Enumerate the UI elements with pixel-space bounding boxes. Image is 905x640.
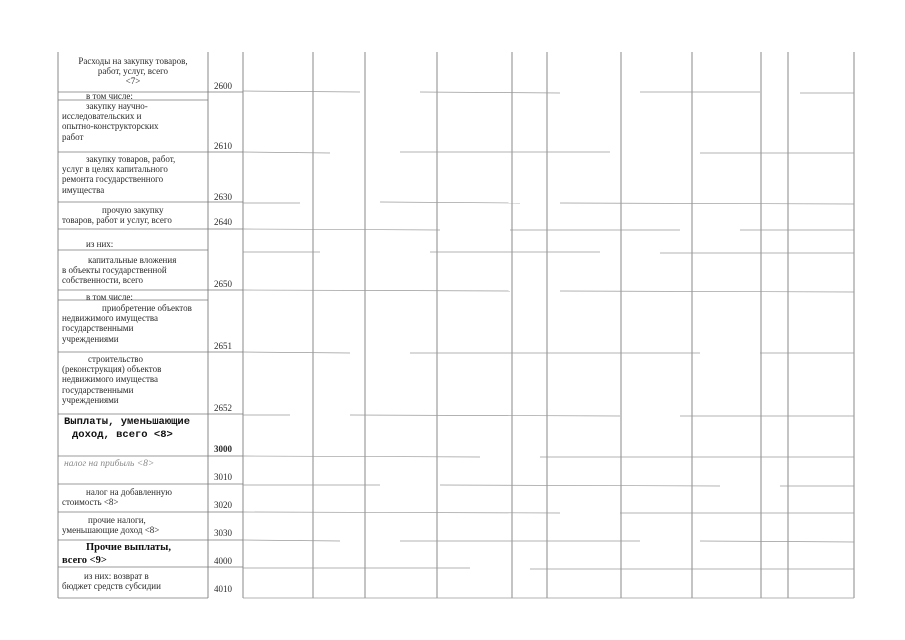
- row-label-3020: налог на добавленную стоимость <8>: [62, 487, 173, 508]
- row-code-2630: 2630: [214, 192, 232, 202]
- row-label-3000: Выплаты, уменьшающие доход, всего <8>: [64, 416, 191, 441]
- row-code-2610: 2610: [214, 141, 232, 151]
- row-code-2600: 2600: [214, 81, 232, 91]
- row-code-3020: 3020: [214, 500, 232, 510]
- row-code-2652: 2652: [214, 403, 232, 413]
- row-code-2640: 2640: [214, 217, 232, 227]
- row-label-of-which: из них:: [86, 239, 114, 249]
- row-label-2650: капитальные вложения в объекты государственной собственности, всего: [62, 255, 177, 286]
- row-label-4000: Прочие выплаты, всего <9>: [62, 542, 172, 566]
- row-label-2610: закупку научно- исследовательских и опытно-конструкторских работ: [62, 101, 159, 142]
- row-code-4000: 4000: [214, 556, 232, 566]
- row-label-3030: прочие налоги, уменьшающие доход <8>: [62, 515, 160, 536]
- row-label-2640: прочую закупку товаров, работ и услуг, всего: [62, 205, 172, 226]
- row-label-2630: закупку товаров, работ, услуг в целях капитального ремонта государственного имущества: [62, 154, 176, 195]
- row-label-2652: строительство (реконструкция) объектов недвижимого имущества государственными учреждениями: [62, 354, 162, 405]
- row-code-4010: 4010: [214, 584, 232, 594]
- row-code-3010: 3010: [214, 472, 232, 482]
- row-code-2651: 2651: [214, 341, 232, 351]
- row-label-4010: из них: возврат в бюджет средств субсидии: [62, 571, 161, 592]
- row-label-3010: налог на прибыль <8>: [64, 459, 155, 469]
- row-code-3030: 3030: [214, 528, 232, 538]
- row-code-2650: 2650: [214, 279, 232, 289]
- row-label-2600: Расходы на закупку товаров, работ, услуг, всего <7>: [78, 56, 188, 87]
- row-label-2651: приобретение объектов недвижимого имущества государственными учреждениями: [62, 303, 192, 344]
- row-label-including-2: в том числе:: [86, 292, 133, 302]
- row-code-3000: 3000: [214, 444, 232, 454]
- row-label-including: в том числе:: [86, 91, 133, 101]
